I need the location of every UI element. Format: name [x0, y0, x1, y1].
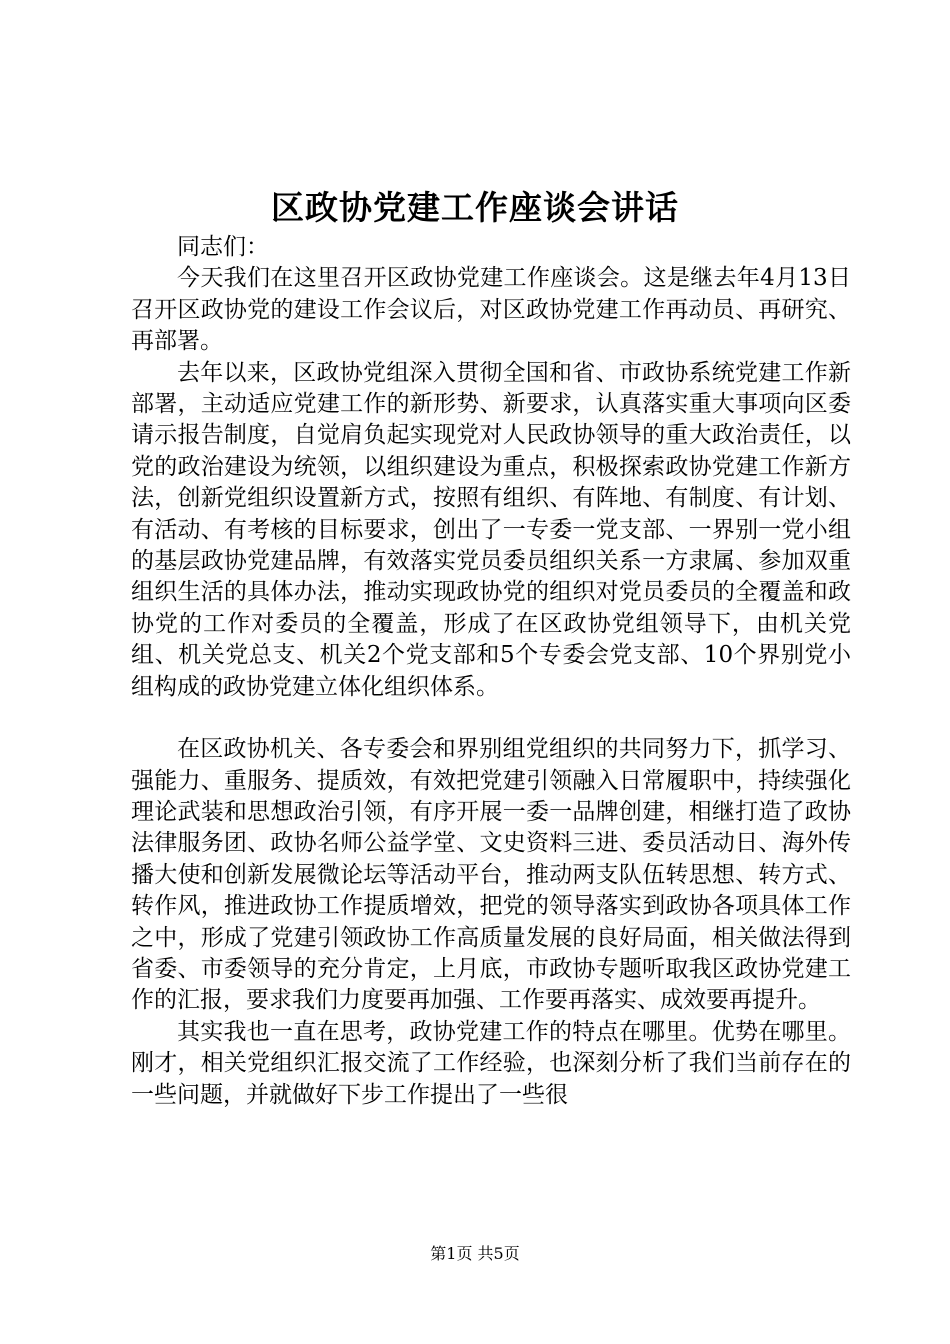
salutation-paragraph: 同志们： — [177, 234, 269, 260]
page-number-footer: 第1页 共5页 — [430, 1244, 520, 1263]
document-title: 区政协党建工作座谈会讲话 — [271, 188, 679, 227]
efforts-paragraph: 在区政协机关、各专委会和界别组党组织的共同努力下，抓学习、强能力、重服务、提质效，有效把党建引领融入日常履职中，持续强化理论武装和思想政治引领，有序开展一委一品牌创建，相继打造了政协法律服务团、政协名师公益学堂、文史资料三进、委员活动日、海外传播大使和创新发展微论坛等活动平台，推动两支队伍转思想、转方式、转作风，推进政协工作提质增效，把党的领导落实到政协各项具体工作之中，形成了党建引领政协工作高质量发展的良好局面，相关做法得到省委、市委领导的充分肯定，上月底，市政协专题听取我区政协党建工作的汇报，要求我们力度要再加强、工作要再落实、成效要再提升。 — [131, 736, 851, 1014]
intro-paragraph: 今天我们在这里召开区政协党建工作座谈会。这是继去年4月13日召开区政协党的建设工作会议后，对区政协党建工作再动员、再研究、再部署。 — [131, 265, 851, 355]
achievements-paragraph: 去年以来，区政协党组深入贯彻全国和省、市政协系统党建工作新部署，主动适应党建工作的新形势、新要求，认真落实重大事项向区委请示报告制度，自觉肩负起实现党对人民政协领导的重大政治责任，以党的政治建设为统领，以组织建设为重点，积极探索政协党建工作新方法，创新党组织设置新方式，按照有组织、有阵地、有制度、有计划、有活动、有考核的目标要求，创出了一专委一党支部、一界别一党小组的基层政协党建品牌，有效落实党员委员组织关系一方隶属、参加双重组织生活的具体办法，推动实现政协党的组织对党员委员的全覆盖和政协党的工作对委员的全覆盖，形成了在区政协党组领导下，由机关党组、机关党总支、机关2个党支部和5个专委会党支部、10个界别党小组构成的政协党建立体化组织体系。 — [131, 359, 851, 700]
reflection-paragraph: 其实我也一直在思考，政协党建工作的特点在哪里。优势在哪里。刚才，相关党组织汇报交流了工作经验，也深刻分析了我们当前存在的一些问题，并就做好下步工作提出了一些很 — [131, 1018, 851, 1108]
document-body — [131, 232, 851, 1111]
